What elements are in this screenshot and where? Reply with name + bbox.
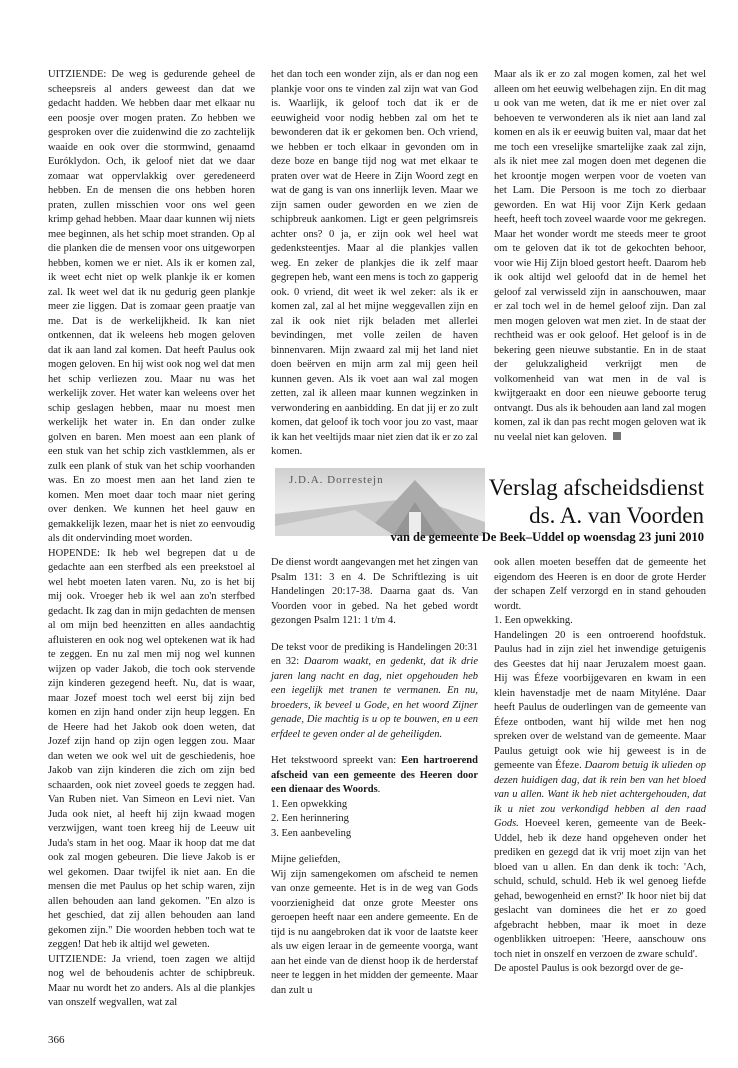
paragraph [271,754,478,798]
salutation: Mijne geliefden, [271,854,341,865]
paragraph [494,629,706,963]
sermon-theme: Een hartroerend afscheid van een gemeente des Heeren door een dienaar des Woords [271,755,478,795]
text-tail: Hoeveel keren, gemeente van de Beek-Uddel, heb ik deze hand opgeheven onder het prediken en gezegd dat ik vrij moet zijn van het bloed van u allen. En dan denk ik toch: 'Ach, schuld, schuld, schuld. Heb ik wel genoeg liefde gehad, bewogenheid en ernst?' Ik hoor niet bij dat geslacht van dominees die het er zo goed afgebracht hebben, maar ik moet in deze ogenblikken uitroepen: 'Heere, aanschouw ons toch niet in onszelf en verzoen de zware schuld'. [494,818,706,960]
bible-quote: Daarom betuig ik ulieden op dezen huidigen dag, dat ik rein ben van het bloed van u allen. Want ik heb niet achtergehouden, dat ik u niet zou verkondigd hebben al den raad Gods. [494,760,707,829]
text-end: . [377,784,381,795]
paragraph: het dan toch een wonder zijn, als er dan nog een plankje voor ons te vinden zal zijn wat van God is. Waarlijk, ik geloof toch dat ik er de eeuwigheid voor nodig hebben zal om het te bewonderen dat ik er gekomen ben. Och vriend, we hebben er toch elkaar in gevonden om in deze boze en bange tijd nog wat met elkaar te praten over wat de Heere in Zijn Woord zegt en wat de gang is van ons innerlijk leven. Maar we zijn samen ouder geworden en we zien de schipbreuk aankomen. Ligt er geen pelgrimsreis achter ons? 0 ja, er zijn ook wel heel wat gedenksteentjes. Maar al die plankjes vallen weg. En zeker de plankjes die ik zelf maar gegrepen heb, want een mens is toch zo gapperig ook. 0 vriend, dit weet ik wel zeker: als ik er komen zal, zal al het mijne weggevallen zijn en zal ik ook niet rijk beladen met allerlei bevindingen, met volle zeilen de haven binnenvaren. Mijn zwaard zal mij het land niet doen beërven en mijn arm zal mij geen heil kunnen geven. Als ik voet aan wal zal mogen zetten, zal ik alleen maar kunnen wegzinken in verwondering en aanbidding. En dat jij er zo zult komen, dat geloof ik toch voor jou zo vast, maar ik kan het veeltijds maar niet zien dat ik er zo zal komen. [271,69,478,457]
paragraph [494,68,706,445]
article-subtitle: van de gemeente De Beek–Uddel op woensdag 23 juni 2010 [390,530,704,544]
column-right [494,68,706,445]
paragraph: HOPENDE: Ik heb wel begrepen dat u de gedachte aan een sterfbed als een preekstoel al wel hebt moeten laten varen. Nu, zo is het bij mij ook. Vroeger heb ik wel aan zo'n sterfbed gedacht. Ik zag dan in mijn gedachten de mensen al om mijn bed heenzitten en alles aandachtig afluisteren en ook nog wel optekenen wat ik had te zeggen. En nu zal men mij nog wel kunnen wijzen op vader Jakob, die toch ook stervende zijn kinderen gezegend heeft. Nu, dat is waar, maar Jozef moest toch wel eerst bij zijn bed komen en zijn hand onder zijn heup leggen. En de Heere had het Jakob ook doen weten, dat Jozef zijn hand op zijn ogen leggen zou. Maar dan weten we ook wel uit de geschiedenis, hoe Jakob van zijn kinderen die zich om zijn bed schaarden, ook niet zoveel goeds te zeggen had. Van Ruben niet. Van Simeon en Levi niet. Van Juda ook niet, al heeft hij zijn kwaad mogen verzwijgen, want toen kreeg hij de Leeuw uit Juda's stam in het oog. Maar ik hoop dat me dat ook zal mogen gebeuren. Die lieve Jakob is er wel gekomen. Daar twijfel ik niet aan. En die mensen die met Paulus op het schip waren, zijn allen behouden aan land gekomen. "En alzo is het geschied, dat zij allen behouden aan land gekomen zijn." Die woorden hebben toch wat te zeggen! Dat heb ik altijd wel geweten. [48,547,255,950]
paragraph-text: Maar als ik er zo zal mogen komen, zal het wel alleen om het eeuwig welbehagen zijn. En dit mag u ook van me weten, dat ik me er niet over zal behoeven te verwonderen als ik niet aan land zal komen en als ik er eeuwig buiten val, maar dat het me toch een vreselijke smartelijke zaak zal zijn, als ik niet mee zal mogen doen met degenen die het kroontje mogen werpen voor de voeten van het Lam. Die Persoon is me toch zo dierbaar geworden. En wat Hij voor Zijn Kerk gedaan heeft, heeft toch zoveel waarde voor me gekregen. Maar het wonder wordt me steeds meer te groot om te geloven dat ik tot de gekochten behoor, voor wie Hij Zijn bloed gestort heeft. Daarom heb ik ook altijd wel geloofd dat in de hemel het geloof zal verwisseld zijn in aanschouwen, maar er zal toch wel in de hemel geloof zijn. Dan zal men mogen geloven wat men ziet. In de staat der rechtheid was er ook geloof. Het geloof is in de bekering geen nieuwe substantie. En in de staat der gelukzaligheid verkrijgt men de volkomenheid van wat men in de val is kwijtgeraakt en door een nieuwe geboorte terug ontvangt. Dus als ik behouden aan land zal mogen komen, zal ik dan pas recht mogen geloven wat ik nu veelal niet kan geloven. [494,69,706,443]
paragraph: UITZIENDE: De weg is gedurende geheel de scheepsreis al anders geweest dan dat we gedacht hadden. We hebben daar met elkaar nu een poosje over mogen praten. Zo hebben we gesproken over die zuidenwind die zo zachtelijk waaide en ook over die stormwind, genaamd Euróklydon. Och, ik geloof niet dat we daar zomaar wat oppervlakkig over geredeneerd hebben. En de mensen die ons hebben horen praten, zullen misschien voor ons wel geen krimp gehad hebben. Maar daar kunnen wij niets mee beginnen, als het schip moet stranden. Op al die planken die de mensen voor ons uitgeworpen hebben, komen we er niet. Als ik er komen zal, ik weet echt niet op welk plankje ik er komen zal. Ik weet wel dat ik nu gedurig geen plankje meer zie liggen. Dat is zomaar geen praatje van me. Dat is de werkelijkheid. Ik kan niet ontkennen, dat ik weleens heb mogen geloven dat ik aan land zal komen. Dat heeft Paulus ook mogen geloven. En hij wist ook nog wel dat men het schip verliezen zou. Maar nu was het werkelijk zover. Het water kan weleens over het schip geslagen hebben, maar nu moest men werkelijk het water in. En dan onder zulke golven en baren. Men moest aan een plank of een stuk van het schip zich vastklemmen, als er zulk een plank of stuk van het schip voorhanden was. En zo moest men aan het land zien te komen. Men moet daar toch maar niet gering over denken. We kunnen het heel gauw en gemakkelijk lezen, maar het is niet zo eenvoudig als dit ondervinding moet worden. [48,69,255,544]
list-item: 1. Een opwekking [271,798,348,810]
article-column-right [494,556,706,977]
list-item: 3. Een aanbeveling [271,827,352,839]
paragraph: De apostel Paulus is ook bezorgd over de ge- [494,963,684,974]
end-mark-icon [613,432,621,440]
column-middle [271,68,478,460]
article-title-line2: ds. A. van Voorden [529,503,704,528]
church-photo [275,468,485,536]
section-heading: 1. Een opwekking. [494,615,573,626]
bible-quote: Daarom waakt, en gedenkt, dat ik drie jaren lang nacht en dag, niet opgehouden heb een iegelijk met tranen te vermanen. En nu, broeders, ik beveel u Gode, en het woord Zijner genade, Die machtig is u op te bouwen, en u een erfdeel te geven onder al de geheiligden. [271,656,478,740]
paragraph: De dienst wordt aangevangen met het zingen van Psalm 131: 3 en 4. De Schriftlezing is uit Handelingen 20:17-38. Daarna gaat ds. Van Voorden voor in gebed. Na het gebed wordt gezongen Psalm 121: 1 t/m 4. [271,557,478,626]
sermon-points [271,798,478,842]
paragraph: Wij zijn samengekomen om afscheid te nemen van onze gemeente. Het is in de weg van Gods voorzienigheid dat onze grote Meester ons geroepen heeft naar een andere gemeente. En de tijd is nu aangebroken dat ik voor de laatste keer als uw eigen leraar in de gemeente voorga, want aan het einde van de dienst hoop ik de herderstaf neer te leggen in het midden der gemeente. Maar dan zult u [271,868,478,996]
paragraph [271,641,478,743]
paragraph: ook allen moeten beseffen dat de gemeente het eigendom des Heeren is en door de grote Herder der schapen Zelf verzorgd en in stand gehouden wordt. [494,557,706,612]
author-name: J.D.A. Dorrestejn [289,474,384,486]
page-number: 366 [48,1034,65,1046]
article-header [271,466,706,548]
article-column-left [271,556,478,998]
article-title-line1: Verslag afscheidsdienst [488,475,704,500]
text-lead: Het tekstwoord spreekt van: [271,755,402,766]
text-lead: De tekst voor de prediking is Handelingen 20:31 en 32: [271,641,478,667]
paragraph: UITZIENDE: Ja vriend, toen zagen we altijd nog wel de behoudenis achter de schipbreuk. Maar nu wordt het zo anders. Als al die plankjes van onszelf wegvallen, wat zal [48,953,255,1008]
column-left [48,68,255,1011]
text-lead: Handelingen 20 is een ontroerend hoofdstuk. Paulus had in zijn ziel het inwendige getuigenis des Geestes dat hij naar Jeruzalem moest gaan. Hij was Éfeze voorbijgevaren en kwam in een klein havenstadje met de naam Mityléne. Daar heeft Paulus de ouderlingen van de gemeente van Éfeze ontboden, want hij wilde met hen nog spreken over de welstand van de gemeente. Maar Paulus getuigt ook wie hij geweest is in de gemeente van Éfeze. [494,629,706,771]
list-item: 2. Een herinnering [271,813,349,824]
